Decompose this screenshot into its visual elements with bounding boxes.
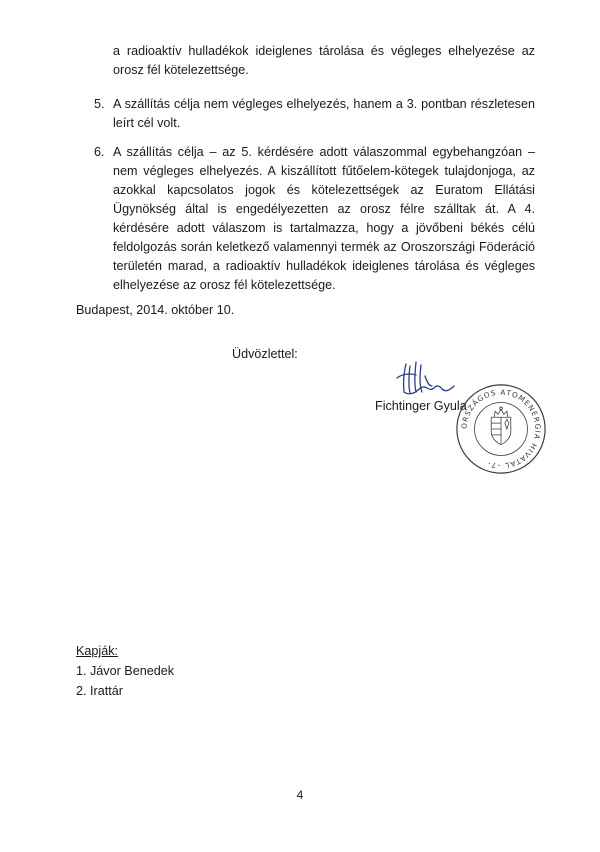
- list-item-6: [94, 143, 535, 295]
- place-and-date: Budapest, 2014. október 10.: [76, 303, 235, 317]
- official-stamp: [452, 380, 550, 478]
- list-item-text: A szállítás célja nem végleges elhelyezés, hanem a 3. pontban részletesen leírt cél volt.: [113, 97, 535, 130]
- recipients-block: [76, 641, 174, 701]
- list-item-number: 5.: [94, 97, 105, 111]
- recipients-heading: Kapják:: [76, 644, 119, 658]
- recipient-item: 2. Irattár: [76, 684, 123, 698]
- closing-greeting: Üdvözlettel:: [232, 347, 298, 361]
- paragraph-continuation: a radioaktív hulladékok ideiglenes tárolása és végleges elhelyezése az orosz fél kötelezettsége.: [113, 44, 535, 77]
- signer-name: Fichtinger Gyula: [375, 399, 467, 413]
- recipient-item: 1. Jávor Benedek: [76, 664, 175, 678]
- page-number: 4: [296, 788, 304, 802]
- svg-text:ORSZÁGOS ATOMENERGIA HIVATAL: ORSZÁGOS ATOMENERGIA HIVATAL -7-: [459, 387, 543, 471]
- list-item-number: 6.: [94, 145, 105, 159]
- list-item-5: [94, 95, 535, 133]
- list-item-text: A szállítás célja – az 5. kérdésére adott válaszommal egybehangzóan – nem végleges elhelyezés. A kiszállított fűtőelem-kötegek tulajdonjoga, az azokkal kapcsolatos jogok és kötelezettségek az Euratom Ellátási Ügynökség által is engedélyezetten az orosz félre szálltak át. A 4. kérdésére adott válaszom is tartalmazza, hogy a jövőbeni békés célú feldolgozás során keletkező valamennyi termék az Oroszországi Föderáció területén marad, a radioaktív hulladékok ideiglenes tárolása és végleges elhelyezése az orosz fél kötelezettsége.: [113, 145, 535, 292]
